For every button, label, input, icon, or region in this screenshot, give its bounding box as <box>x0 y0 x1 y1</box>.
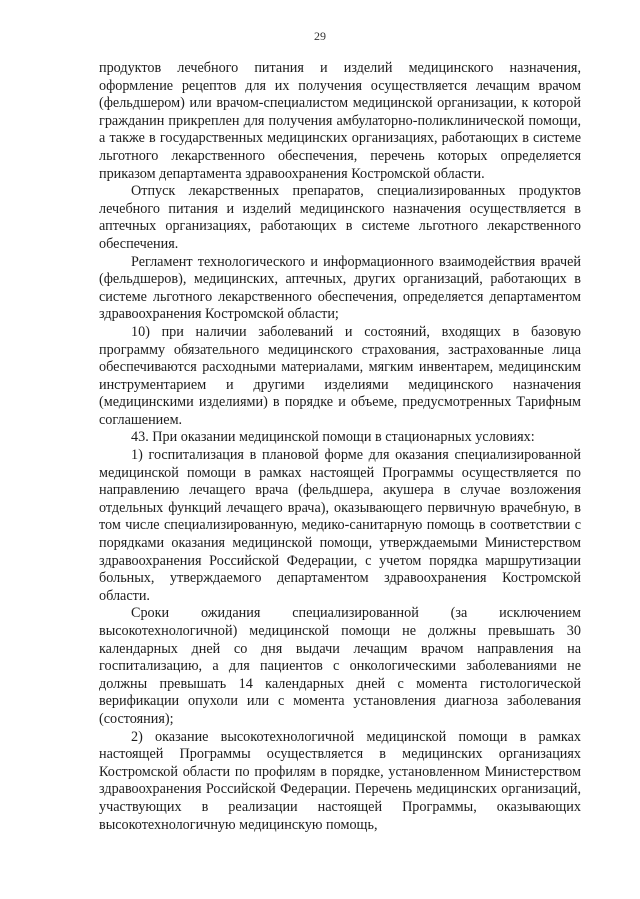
paragraph-dispensing: Отпуск лекарственных препаратов, специализированных продуктов лечебного питания и изделий медицинского назначения осуществляется в аптечных организациях, работающих в системе льготного лекарственного обеспечения. <box>99 183 581 252</box>
document-body <box>99 60 581 834</box>
paragraph-item-1: 1) госпитализация в плановой форме для оказания специализированной медицинской помощи в рамках настоящей Программы осуществляется по направлению лечащего врача (фельдшера, акушера в случае возложения отдельных функций лечащего врача), оказывающего первичную врачебную, в том числе специализированную, медико-санитарную помощь в соответствии с порядками оказания медицинской помощи, утверждаемыми Министерством здравоохранения Российской Федерации, с учетом порядка маршрутизации больных, утверждаемого департаментом здравоохранения Костромской области. <box>99 447 581 604</box>
paragraph-item-10: 10) при наличии заболеваний и состояний, входящих в базовую программу обязательного медицинского страхования, застрахованные лица обеспечиваются расходными материалами, мягким инвентарем, медицинским инструментарием и другими изделиями медицинского назначения (медицинскими изделиями) в порядке и объеме, предусмотренных Тарифным соглашением. <box>99 323 581 428</box>
paragraph-regulation: Регламент технологического и информационного взаимодействия врачей (фельдшеров), медицинских, аптечных, других организаций, работающих в системе льготного лекарственного обеспечения, определяется департаментом здравоохранения Костромской области; <box>99 253 581 323</box>
paragraph-waiting-times: Сроки ожидания специализированной (за исключением высокотехнологичной) медицинской помощи не должны превышать 30 календарных дней со дня выдачи лечащим врачом направления на госпитализацию, а для пациентов с онкологическими заболеваниями не должны превышать 14 календарных дней с момента гистологической верификации опухоли или с момента установления диагноза заболевания (состояния); <box>99 605 581 727</box>
paragraph-continuation: продуктов лечебного питания и изделий медицинского назначения, оформление рецептов для их получения осуществляется лечащим врачом (фельдшером) или врачом-специалистом медицинской организации, к которой гражданин прикреплен для получения амбулаторно-поликлинической помощи, а также в государственных медицинских организациях, работающих в системе льготного лекарственного обеспечения, перечень которых определяется приказом департамента здравоохранения Костромской области. <box>99 60 581 182</box>
paragraph-item-2: 2) оказание высокотехнологичной медицинской помощи в рамках настоящей Программы осуществляется в медицинских организациях Костромской области по профилям в порядке, установленном Министерством здравоохранения Российской Федерации. Перечень медицинских организаций, участвующих в реализации настоящей Программы, оказывающих высокотехнологичную медицинскую помощь, <box>99 728 581 833</box>
page-number: 29 <box>314 29 326 43</box>
paragraph-section-43: 43. При оказании медицинской помощи в стационарных условиях: <box>131 429 535 446</box>
